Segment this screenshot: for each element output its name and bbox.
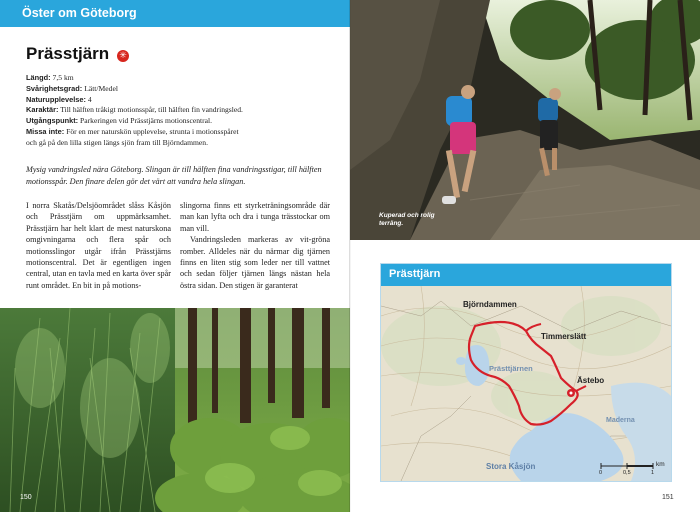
- scale-tick-half: 0,5: [623, 470, 631, 476]
- fact-row: [26, 138, 331, 149]
- map-label-stora-kasjon: Stora Kåsjön: [486, 462, 536, 471]
- fact-label: Svårighetsgrad:: [26, 83, 83, 93]
- hiking-badge-icon: ✳: [117, 50, 129, 62]
- map-header: [381, 264, 671, 286]
- fact-row: [26, 105, 331, 116]
- photo-caption: Kuperad och rolig terräng.: [379, 212, 435, 227]
- section-header: Öster om Göteborg: [22, 6, 137, 20]
- map-area: [381, 286, 671, 481]
- fact-value: och gå på den lilla stigen längs sjön fram till Björndammen.: [26, 137, 209, 147]
- hikers-photo: [350, 0, 700, 240]
- fact-value: Till hälften tråkigt motionsspår, till hälften fin vandringsled.: [60, 105, 243, 115]
- map-label-bjorndammen: Björndammen: [463, 300, 517, 309]
- book-gutter: [349, 0, 351, 512]
- fact-row: [26, 127, 331, 138]
- map-title: Prästtjärn: [389, 268, 441, 280]
- map-label-astebo: Ästebo: [577, 376, 605, 385]
- fact-row: [26, 84, 331, 95]
- fact-label: Missa inte:: [26, 126, 65, 136]
- body-paragraph: I norra Skatås/Delsjöområdet slåss Kåsjön och Prässtjärn om uppmärksamhet. Prässtjärn har helt klart de mest naturskona omgivningarna och flera spår och motionsslingor utgår ifrån Prässtjärns motionscentral. Det är egentligen ingen central, utan en tavla med en karta över spår runt området. En bit in på motions-: [26, 201, 171, 290]
- fact-label: Längd:: [26, 73, 51, 82]
- fact-row: [26, 95, 331, 106]
- right-page: [350, 0, 700, 512]
- body-column-1: [26, 200, 171, 291]
- body-paragraph: slingorna finns ett styrketräningsområde där man kan lyfta och dra i tunga trässtockar om man vill.: [180, 201, 330, 233]
- map-label-maderna: Maderna: [606, 417, 635, 424]
- intro-paragraph: Mysig vandringsled nära Göteborg. Slingan är till hälften fina vandringsstigar, till hälften motionsspår. Den finare delen gör det värt att vandra hela slingan.: [26, 165, 322, 186]
- fact-value: För en mer naturskön upplevelse, strunta i motionsspåret: [66, 126, 239, 136]
- map-label-timmerslatt: Timmerslätt: [541, 332, 587, 341]
- scale-tick-1: 1: [651, 470, 655, 476]
- fact-value: Parkeringen vid Prässtjärns motionscentral.: [80, 116, 213, 126]
- fact-value: 4: [87, 94, 92, 104]
- fact-value: 7,5 km: [52, 73, 74, 82]
- fact-label: Utgångspunkt:: [26, 116, 79, 126]
- section-header-bar: [0, 0, 350, 27]
- page-title: Prässtjärn: [26, 44, 110, 63]
- forest-photo: [0, 308, 350, 512]
- map-label-prasttjarnen: Prästtjärnen: [489, 364, 533, 373]
- trail-map: [380, 263, 672, 482]
- fact-row: [26, 73, 331, 84]
- body-column-2: [180, 200, 330, 291]
- page-number: 150: [20, 494, 32, 501]
- scale-unit: km: [656, 461, 665, 468]
- fact-row: [26, 116, 331, 127]
- scale-tick-0: 0: [599, 470, 603, 476]
- trail-facts: [26, 73, 331, 149]
- fact-label: Naturupplevelse:: [26, 94, 86, 104]
- body-paragraph: Vandringsleden markeras av vit-gröna romber. Alldeles när du närmar dig tjärnen finns en liten stig som leder ner till vattnet och sedan följer tjärnen längs nästan hela östra sidan. Den stigen är garanterat: [180, 235, 330, 290]
- fact-label: Karaktär:: [26, 105, 59, 115]
- page-number: 151: [662, 494, 674, 501]
- fact-value: Lätt/Medel: [84, 83, 118, 93]
